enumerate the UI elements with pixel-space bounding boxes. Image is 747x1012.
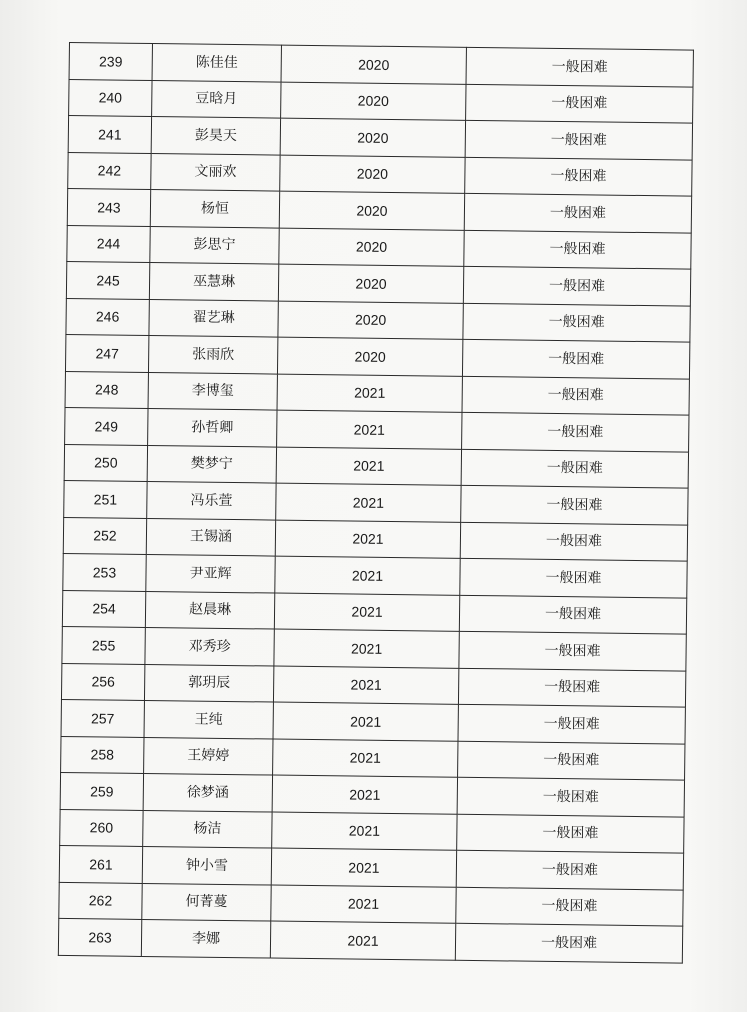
student-name-cell: 钟小雪 xyxy=(142,846,271,884)
enrollment-year-cell: 2020 xyxy=(280,155,465,194)
student-name-cell: 李娜 xyxy=(141,919,270,957)
hardship-level-cell: 一般困难 xyxy=(458,704,685,743)
enrollment-year-cell: 2020 xyxy=(279,228,464,267)
hardship-level-cell: 一般困难 xyxy=(457,777,684,816)
row-number-cell: 257 xyxy=(61,699,144,737)
hardship-level-cell: 一般困难 xyxy=(456,887,683,926)
student-name-cell: 翟艺琳 xyxy=(149,299,278,337)
hardship-level-cell: 一般困难 xyxy=(461,449,688,488)
row-number-cell: 256 xyxy=(61,663,144,701)
hardship-level-cell: 一般困难 xyxy=(462,412,689,451)
enrollment-year-cell: 2021 xyxy=(273,739,458,778)
hardship-level-cell: 一般困难 xyxy=(458,668,685,707)
row-number-cell: 241 xyxy=(68,116,151,154)
hardship-level-cell: 一般困难 xyxy=(462,376,689,415)
student-name-cell: 王婷婷 xyxy=(144,737,273,775)
row-number-cell: 244 xyxy=(67,225,150,263)
enrollment-year-cell: 2020 xyxy=(277,337,462,376)
student-name-cell: 张雨欣 xyxy=(148,335,277,373)
enrollment-year-cell: 2021 xyxy=(270,921,455,960)
enrollment-year-cell: 2021 xyxy=(276,483,461,522)
row-number-cell: 251 xyxy=(64,480,147,518)
row-number-cell: 252 xyxy=(63,517,146,555)
enrollment-year-cell: 2021 xyxy=(274,593,459,632)
student-name-cell: 郭玥辰 xyxy=(144,664,273,702)
hardship-level-cell: 一般困难 xyxy=(460,522,687,561)
hardship-level-cell: 一般困难 xyxy=(459,595,686,634)
enrollment-year-cell: 2021 xyxy=(277,410,462,449)
enrollment-year-cell: 2021 xyxy=(271,885,456,924)
hardship-level-cell: 一般困难 xyxy=(463,266,690,305)
student-name-cell: 樊梦宁 xyxy=(147,445,276,483)
student-aid-table xyxy=(58,42,694,963)
hardship-level-cell: 一般困难 xyxy=(460,558,687,597)
hardship-level-cell: 一般困难 xyxy=(465,157,692,196)
enrollment-year-cell: 2021 xyxy=(272,775,457,814)
student-name-cell: 赵晨琳 xyxy=(145,591,274,629)
enrollment-year-cell: 2020 xyxy=(281,45,466,84)
row-number-cell: 247 xyxy=(65,334,148,372)
enrollment-year-cell: 2021 xyxy=(272,812,457,851)
student-name-cell: 陈佳佳 xyxy=(152,44,281,82)
student-name-cell: 李博玺 xyxy=(148,372,277,410)
student-name-cell: 王纯 xyxy=(144,700,273,738)
row-number-cell: 249 xyxy=(65,407,148,445)
row-number-cell: 260 xyxy=(60,809,143,847)
hardship-level-cell: 一般困难 xyxy=(465,120,692,159)
student-name-cell: 彭昊天 xyxy=(151,117,280,155)
enrollment-year-cell: 2020 xyxy=(278,264,463,303)
enrollment-year-cell: 2021 xyxy=(274,629,459,668)
enrollment-year-cell: 2020 xyxy=(279,191,464,230)
row-number-cell: 254 xyxy=(62,590,145,628)
row-number-cell: 255 xyxy=(62,626,145,664)
row-number-cell: 242 xyxy=(68,152,151,190)
enrollment-year-cell: 2021 xyxy=(276,447,461,486)
row-number-cell: 246 xyxy=(66,298,149,336)
row-number-cell: 263 xyxy=(58,918,141,956)
row-number-cell: 239 xyxy=(69,43,152,81)
hardship-level-cell: 一般困难 xyxy=(464,193,691,232)
hardship-level-cell: 一般困难 xyxy=(456,850,683,889)
enrollment-year-cell: 2021 xyxy=(275,556,460,595)
hardship-level-cell: 一般困难 xyxy=(466,84,693,123)
table-body xyxy=(58,43,693,963)
enrollment-year-cell: 2021 xyxy=(275,520,460,559)
row-number-cell: 259 xyxy=(60,772,143,810)
hardship-level-cell: 一般困难 xyxy=(463,303,690,342)
student-name-cell: 杨恒 xyxy=(150,190,279,228)
enrollment-year-cell: 2021 xyxy=(277,374,462,413)
row-number-cell: 261 xyxy=(59,845,142,883)
row-number-cell: 262 xyxy=(59,882,142,920)
student-name-cell: 徐梦涵 xyxy=(143,773,272,811)
student-name-cell: 尹亚辉 xyxy=(146,554,275,592)
hardship-level-cell: 一般困难 xyxy=(458,741,685,780)
row-number-cell: 253 xyxy=(63,553,146,591)
enrollment-year-cell: 2021 xyxy=(273,702,458,741)
row-number-cell: 243 xyxy=(67,188,150,226)
student-name-cell: 何菁蔓 xyxy=(142,883,271,921)
row-number-cell: 240 xyxy=(69,79,152,117)
row-number-cell: 250 xyxy=(64,444,147,482)
hardship-level-cell: 一般困难 xyxy=(464,230,691,269)
hardship-level-cell: 一般困难 xyxy=(457,814,684,853)
enrollment-year-cell: 2021 xyxy=(273,666,458,705)
student-name-cell: 王锡涵 xyxy=(146,518,275,556)
student-name-cell: 邓秀珍 xyxy=(145,627,274,665)
enrollment-year-cell: 2020 xyxy=(278,301,463,340)
table-row xyxy=(58,918,682,962)
hardship-level-cell: 一般困难 xyxy=(461,485,688,524)
enrollment-year-cell: 2021 xyxy=(271,848,456,887)
student-name-cell: 冯乐萱 xyxy=(147,481,276,519)
hardship-level-cell: 一般困难 xyxy=(462,339,689,378)
student-name-cell: 彭思宁 xyxy=(150,226,279,264)
student-name-cell: 杨洁 xyxy=(143,810,272,848)
row-number-cell: 245 xyxy=(66,261,149,299)
student-name-cell: 豆晗月 xyxy=(152,80,281,118)
enrollment-year-cell: 2020 xyxy=(281,82,466,121)
hardship-level-cell: 一般困难 xyxy=(455,923,682,962)
enrollment-year-cell: 2020 xyxy=(280,118,465,157)
student-name-cell: 巫慧琳 xyxy=(149,263,278,301)
hardship-level-cell: 一般困难 xyxy=(466,47,693,86)
row-number-cell: 258 xyxy=(61,736,144,774)
hardship-level-cell: 一般困难 xyxy=(459,631,686,670)
student-name-cell: 孙哲卿 xyxy=(148,408,277,446)
row-number-cell: 248 xyxy=(65,371,148,409)
student-name-cell: 文丽欢 xyxy=(151,153,280,191)
